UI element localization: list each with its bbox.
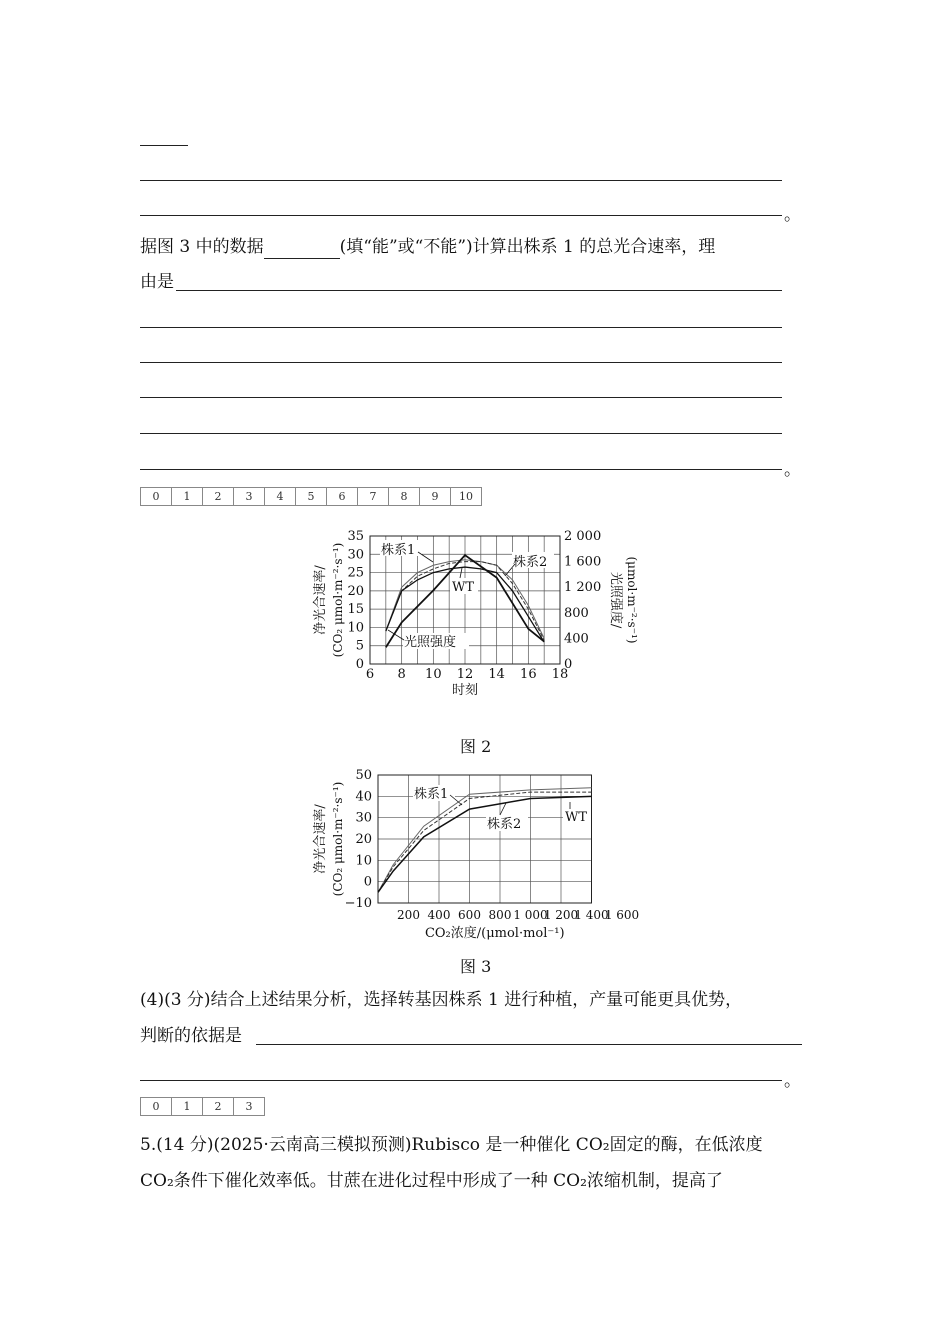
- leader-line: [505, 564, 515, 576]
- q3-fill-blank[interactable]: [264, 240, 340, 259]
- score-box-0-3[interactable]: [140, 1097, 265, 1116]
- y-right-axis-label: 光照强度/: [608, 571, 623, 629]
- q4-line1: (4)(3 分)结合上述结果分析，选择转基因株系 1 进行种植，产量可能更具优势，: [140, 990, 743, 1010]
- answer-blank-line[interactable]: [256, 1044, 802, 1045]
- x-tick-label: 400: [427, 908, 451, 922]
- series-label-s1: 株系1: [414, 787, 449, 802]
- score-cell[interactable]: 10: [459, 490, 473, 503]
- answer-blank-line[interactable]: [140, 327, 782, 328]
- y-tick-label: 20: [355, 832, 372, 847]
- x-tick-label: 6: [365, 667, 375, 682]
- y-left-tick-label: 5: [355, 638, 364, 654]
- y-right-tick-label: 0: [564, 657, 573, 672]
- score-cell[interactable]: 4: [265, 488, 296, 505]
- period-mark: 。: [784, 460, 801, 480]
- score-cell[interactable]: 3: [245, 1100, 253, 1113]
- x-tick-label: 1 200: [543, 908, 579, 922]
- y-right-tick-label: 800: [564, 605, 589, 621]
- y-tick-label: 10: [355, 853, 372, 869]
- x-tick-label: 8: [397, 667, 406, 682]
- y-left-tick-label: 35: [347, 529, 364, 544]
- leader-line: [460, 568, 462, 578]
- series-label-light: 光照强度: [404, 635, 457, 650]
- y-axis-label: 净光合速率/: [313, 804, 328, 874]
- series-label-s2: 株系2: [513, 555, 548, 570]
- y-tick-label: 30: [355, 810, 372, 826]
- score-cell[interactable]: 8: [389, 488, 420, 505]
- leader-line: [418, 552, 433, 562]
- y-right-tick-label: 2 000: [564, 529, 602, 544]
- q3-line1-prefix: 据图 3 中的数据: [140, 237, 264, 257]
- x-tick-label: 18: [551, 667, 569, 682]
- score-cell[interactable]: 6: [327, 488, 358, 505]
- x-tick-label: 14: [488, 667, 505, 682]
- score-cell[interactable]: 2: [203, 488, 234, 505]
- q4-line2-prefix: 判断的依据是: [140, 1026, 242, 1046]
- y-left-axis-label: 净光合速率/: [313, 565, 328, 635]
- answer-blank-line[interactable]: [140, 397, 782, 398]
- x-tick-label: 12: [456, 667, 474, 682]
- answer-blank-line[interactable]: [140, 1080, 782, 1081]
- y-axis-unit: (CO₂ μmol·m⁻²·s⁻¹): [331, 781, 345, 897]
- x-tick-label: 16: [520, 667, 537, 682]
- series-label-wt: WT: [452, 580, 475, 595]
- x-tick-label: 1 000: [513, 908, 548, 922]
- y-tick-label: 0: [363, 874, 372, 890]
- y-left-tick-label: 30: [347, 547, 364, 563]
- score-cell[interactable]: 0: [141, 1098, 172, 1115]
- score-cell[interactable]: 5: [296, 488, 327, 505]
- y-left-axis-unit: (CO₂ μmol·m⁻²·s⁻¹): [331, 542, 345, 658]
- q3-line1-suffix: (填“能”或“不能”)计算出株系 1 的总光合速率，理: [339, 237, 716, 257]
- y-right-tick-label: 1 600: [564, 554, 602, 570]
- y-tick-label: 40: [355, 789, 372, 805]
- x-axis-label: 时刻: [451, 683, 479, 698]
- leader-line: [500, 803, 506, 815]
- answer-blank-line[interactable]: [140, 433, 782, 434]
- series-line-s1: [378, 788, 592, 893]
- y-left-tick-label: 15: [347, 602, 364, 618]
- series-label-wt: WT: [565, 810, 588, 825]
- x-axis-label: CO₂浓度/(μmol·mol⁻¹): [424, 926, 565, 941]
- series-label-s1: 株系1: [381, 543, 416, 558]
- score-cell[interactable]: 3: [234, 488, 265, 505]
- y-left-tick-label: 20: [347, 583, 364, 599]
- score-cell[interactable]: 9: [420, 488, 451, 505]
- x-tick-label: 800: [488, 908, 512, 922]
- score-box-0-10[interactable]: [140, 487, 482, 506]
- series-label-s2: 株系2: [487, 817, 522, 832]
- y-right-tick-label: 1 200: [564, 580, 602, 596]
- score-cell[interactable]: 2: [203, 1098, 234, 1115]
- answer-blank-line[interactable]: [140, 469, 782, 470]
- x-tick-label: 600: [458, 908, 481, 922]
- figure-2-chart: [300, 520, 650, 710]
- answer-blank-line[interactable]: [176, 290, 782, 291]
- answer-blank-line[interactable]: [140, 215, 782, 216]
- q3-line2-prefix: 由是: [140, 272, 174, 292]
- y-left-tick-label: 10: [347, 620, 364, 636]
- q5-line1: 5.(14 分)(2025·云南高三模拟预测)Rubisco 是一种催化 CO₂固定的酶，在低浓度: [140, 1135, 763, 1155]
- period-mark: 。: [784, 1071, 801, 1091]
- y-tick-label: 50: [355, 768, 372, 783]
- y-tick-label: −10: [344, 896, 372, 911]
- score-cell[interactable]: 1: [172, 1098, 203, 1115]
- period-mark: 。: [784, 205, 801, 225]
- q5-line2: CO₂条件下催化效率低。甘蔗在进化过程中形成了一种 CO₂浓缩机制，提高了: [140, 1171, 723, 1191]
- series-line-wt: [378, 796, 592, 892]
- x-tick-label: 1 400: [574, 908, 609, 922]
- figure-2-caption: 图 2: [460, 737, 492, 756]
- figure-3-chart: [300, 765, 650, 941]
- answer-blank-line[interactable]: [140, 362, 782, 363]
- y-left-tick-label: 25: [347, 565, 364, 581]
- score-cell[interactable]: 7: [358, 488, 389, 505]
- q3-line1: [140, 235, 715, 259]
- q3-line2: [140, 270, 174, 294]
- y-right-axis-unit: (μmol·m⁻²·s⁻¹): [625, 556, 639, 644]
- x-tick-label: 1 600: [604, 908, 640, 922]
- figure-3-caption: 图 3: [460, 957, 492, 976]
- score-cell[interactable]: 0: [141, 488, 172, 505]
- x-tick-label: 200: [397, 908, 420, 922]
- y-right-tick-label: 400: [564, 631, 589, 647]
- answer-blank-short[interactable]: [140, 145, 188, 146]
- q4-line2: [140, 1024, 242, 1048]
- answer-blank-line[interactable]: [140, 180, 782, 181]
- y-left-tick-label: 0: [355, 657, 364, 672]
- score-cell[interactable]: 1: [172, 488, 203, 505]
- x-tick-label: 10: [425, 667, 442, 682]
